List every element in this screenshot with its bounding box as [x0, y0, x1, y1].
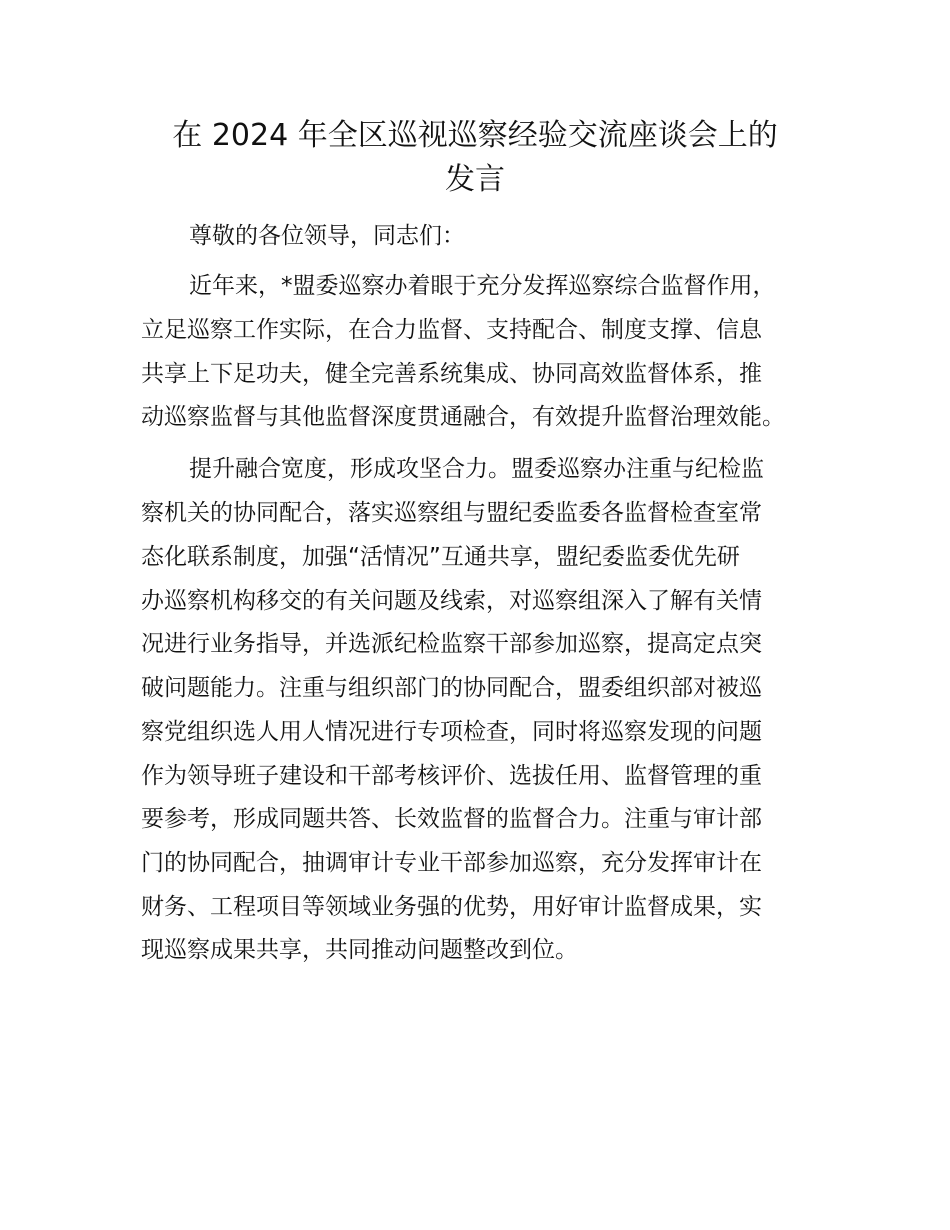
paragraph-2-line: 态化联系制度，加强“活情况”互通共享，盟纪委监委优先研: [141, 544, 740, 570]
paragraph-1-line: 动巡察监督与其他监督深度贯通融合，有效提升监督治理效能。: [141, 404, 785, 430]
paragraph-2-line: 办巡察机构移交的有关问题及线索，对巡察组深入了解有关情: [141, 588, 762, 614]
paragraph-1-line: 近年来，*盟委巡察办着眼于充分发挥巡察综合监督作用，: [189, 273, 776, 299]
paragraph-2-line: 察党组织选人用人情况进行专项检查，同时将巡察发现的问题: [141, 719, 762, 745]
paragraph-2-line: 要参考，形成同题共答、长效监督的监督合力。注重与审计部: [141, 806, 762, 832]
paragraph-1-line: 立足巡察工作实际，在合力监督、支持配合、制度支撑、信息: [141, 317, 762, 343]
paragraph-2-line: 破问题能力。注重与组织部门的协同配合，盟委组织部对被巡: [141, 675, 762, 701]
salutation: 尊敬的各位领导，同志们：: [189, 223, 465, 249]
paragraph-2-line: 门的协同配合，抽调审计专业干部参加巡察，充分发挥审计在: [141, 850, 762, 876]
paragraph-2-line: 财务、工程项目等领域业务强的优势，用好审计监督成果，实: [141, 894, 762, 920]
document-title-line-2: 发言: [445, 162, 505, 197]
paragraph-1-line: 共享上下足功夫，健全完善系统集成、协同高效监督体系，推: [141, 361, 762, 387]
paragraph-2-line: 察机关的协同配合，落实巡察组与盟纪委监委各监督检查室常: [141, 500, 762, 526]
paragraph-2-line: 提升融合宽度，形成攻坚合力。盟委巡察办注重与纪检监: [189, 456, 764, 482]
paragraph-2-line: 况进行业务指导，并选派纪检监察干部参加巡察，提高定点突: [141, 631, 762, 657]
paragraph-2-line: 现巡察成果共享，共同推动问题整改到位。: [141, 937, 578, 963]
document-title-line-1: 在 2024 年全区巡视巡察经验交流座谈会上的: [172, 118, 778, 153]
paragraph-2-line: 作为领导班子建设和干部考核评价、选拔任用、监督管理的重: [141, 763, 762, 789]
